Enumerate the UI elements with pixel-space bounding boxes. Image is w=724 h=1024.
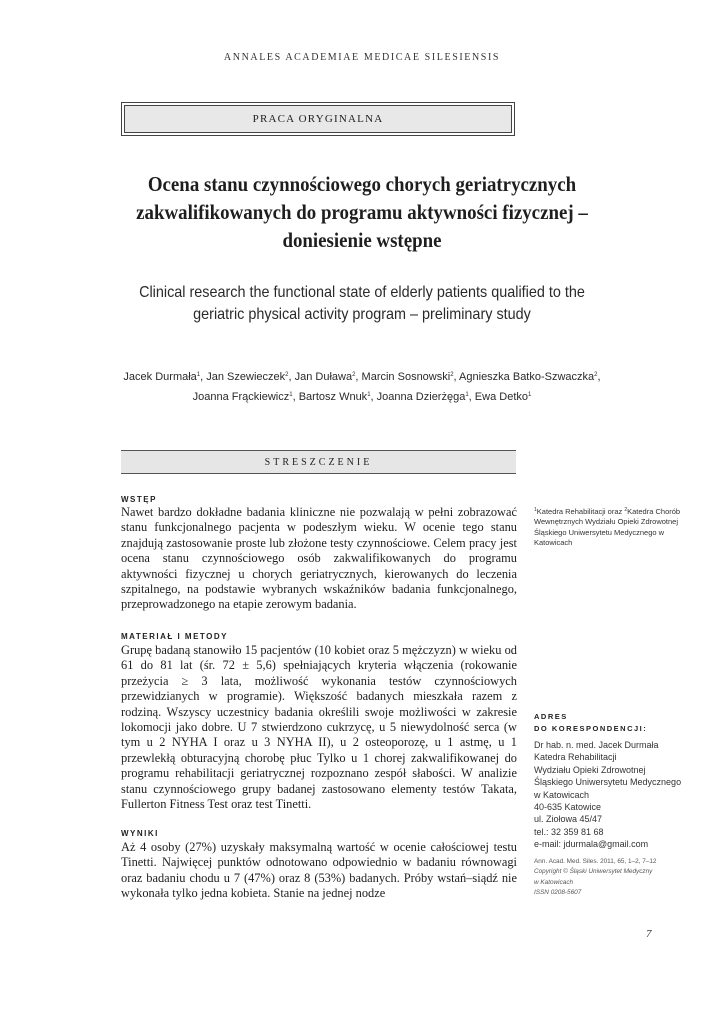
section-text-material: Grupę badaną stanowiło 15 pacjentów (10 kobiet oraz 5 mężczyzn) w wieku od 61 do 81 lat (śr. 72 ± 5,6) spełniających kryteria włączenia (rokowanie przeżycia ≥ 3 lata, możliwość wykonania testów czynnościowych przewidzianych w programie). Większość badanych mieszkała razem z rodziną. Wszyscy uczestnicy badania określili swoje możliwości w zakresie lokomocji jako dobre. U 7 stwierdzono cukrzycę, u 5 niewydolność serca (w tym u 2 NYHA I oraz u 3 NYHA II), u 2 osteoporozę, u 1 astmę, u 1 przewlekłą obturacyjną chorobę płuc Tylko u 1 chorej zakwalifikowanej do programu rehabilitacji geriatrycznej rozpoznano zespół słabości. W analizie stanu czynnościowego grupy badanej zastosowano elementy testów Takata, Fullerton Fitness Test oraz test Tinetti. (121, 643, 517, 812)
address-line: Katedra Rehabilitacji (534, 752, 617, 763)
author: Jan Szewieczek$^2$ (206, 371, 289, 383)
correspondence-address (534, 739, 694, 851)
section-heading-wyniki: WYNIKI (121, 829, 159, 838)
address-line: Śląskiego Uniwersytetu Medycznego (534, 777, 682, 788)
title-english: Clinical research the functional state of elderly patients qualified to the geriatric physical activity program – preliminary study (139, 284, 585, 323)
author-list: Jacek Durmała$^1$, Jan Szewieczek$^2$, Jan Duława$^2$, Marcin Sosnowski$^2$, Agnieszka Batko-Szwaczka$^2$, Joanna Frąckiewicz$^1$, Bartosz Wnuk$^1$, Joanna Dzierżęga$^1$, Ewa Detko$^1$ (123, 371, 601, 403)
page-number: 7 (646, 928, 652, 940)
author: Bartosz Wnuk$^1$ (298, 391, 371, 403)
address-line: tel.: 32 359 81 68 (534, 826, 604, 837)
author: Jan Duława$^2$ (294, 371, 356, 383)
section-text-wyniki: Aż 4 osoby (27%) uzyskały maksymalną wartość w ocenie całościowej testu Tinetti. Najwięcej punktów odnotowano odpowiednio w badaniu równowagi oraz badaniu chodu u 7 (47%) oraz 8 (53%) badanych. Próby wstań–siądź nie wykonała tylko jedna kobieta. Stanie na jednej nodze (121, 840, 517, 901)
author: Agnieszka Batko-Szwaczka$^2$ (459, 371, 598, 383)
author: Joanna Dzierżęga$^1$ (376, 391, 469, 403)
author: Ewa Detko$^1$ (474, 391, 532, 403)
article-type-label: PRACA ORYGINALNA (124, 105, 512, 133)
address-line: w Katowicach (534, 789, 590, 800)
section-text-wstep: Nawet bardzo dokładne badania kliniczne nie pozwalają w pełni zobrazować stanu funkcjonalnego pacjenta w podeszłym wieku. W ocenie tego stanu znajdują zastosowanie proste lub złożone testy czynnościowe. Celem pracy jest ocena stanu czynnościowego osób zakwalifikowanych do programu aktywności fizycznej u chorych geriatrycznych, kierowanych do leczenia szpitalnego, na podstawie wybranych wskaźników badania funkcjonalnego, przeprowadzonego na etapie zerowym badania. (121, 505, 517, 612)
abstract-heading-bar: STRESZCZENIE (121, 450, 516, 474)
section-heading-wstep: WSTĘP (121, 495, 157, 504)
address-line: Dr hab. n. med. Jacek Durmała (534, 740, 659, 750)
section-heading-material: MATERIAŁ I METODY (121, 632, 228, 641)
title-polish: Ocena stanu czynnościowego chorych geriatrycznych zakwalifikowanych do programu aktywności fizycznej – doniesienie wstępne (136, 172, 588, 252)
article-type-box (121, 102, 515, 136)
address-line: ul. Ziołowa 45/47 (534, 814, 603, 825)
address-line: Wydziału Opieki Zdrowotnej (534, 764, 646, 775)
citation-block: Ann. Acad. Med. Siles. 2011, 65, 1–2, 7–12 Copyright © Śląski Uniwersytet Medyczny w Katowicach ISSN 0208-5607 (534, 858, 657, 897)
author: Joanna Frąckiewicz$^1$ (192, 391, 293, 403)
affiliations: $^1$Katedra Rehabilitacji oraz $^2$Katedra Chorób Wewnętrznych Wydziału Opieki Zdrowotnej Śląskiego Uniwersytetu Medycznego w Katowicach (534, 507, 681, 548)
journal-header: ANNALES ACADEMIAE MEDICAE SILESIENSIS (223, 52, 501, 63)
author: Jacek Durmała$^1$ (123, 371, 201, 383)
address-line: 40-635 Katowice (534, 802, 602, 813)
correspondence-heading: ADRES DO KORESPONDENCJI: (534, 712, 648, 733)
email-link[interactable]: e-mail: jdurmala@gmail.com (534, 839, 649, 850)
author: Marcin Sosnowski$^2$ (361, 371, 454, 383)
